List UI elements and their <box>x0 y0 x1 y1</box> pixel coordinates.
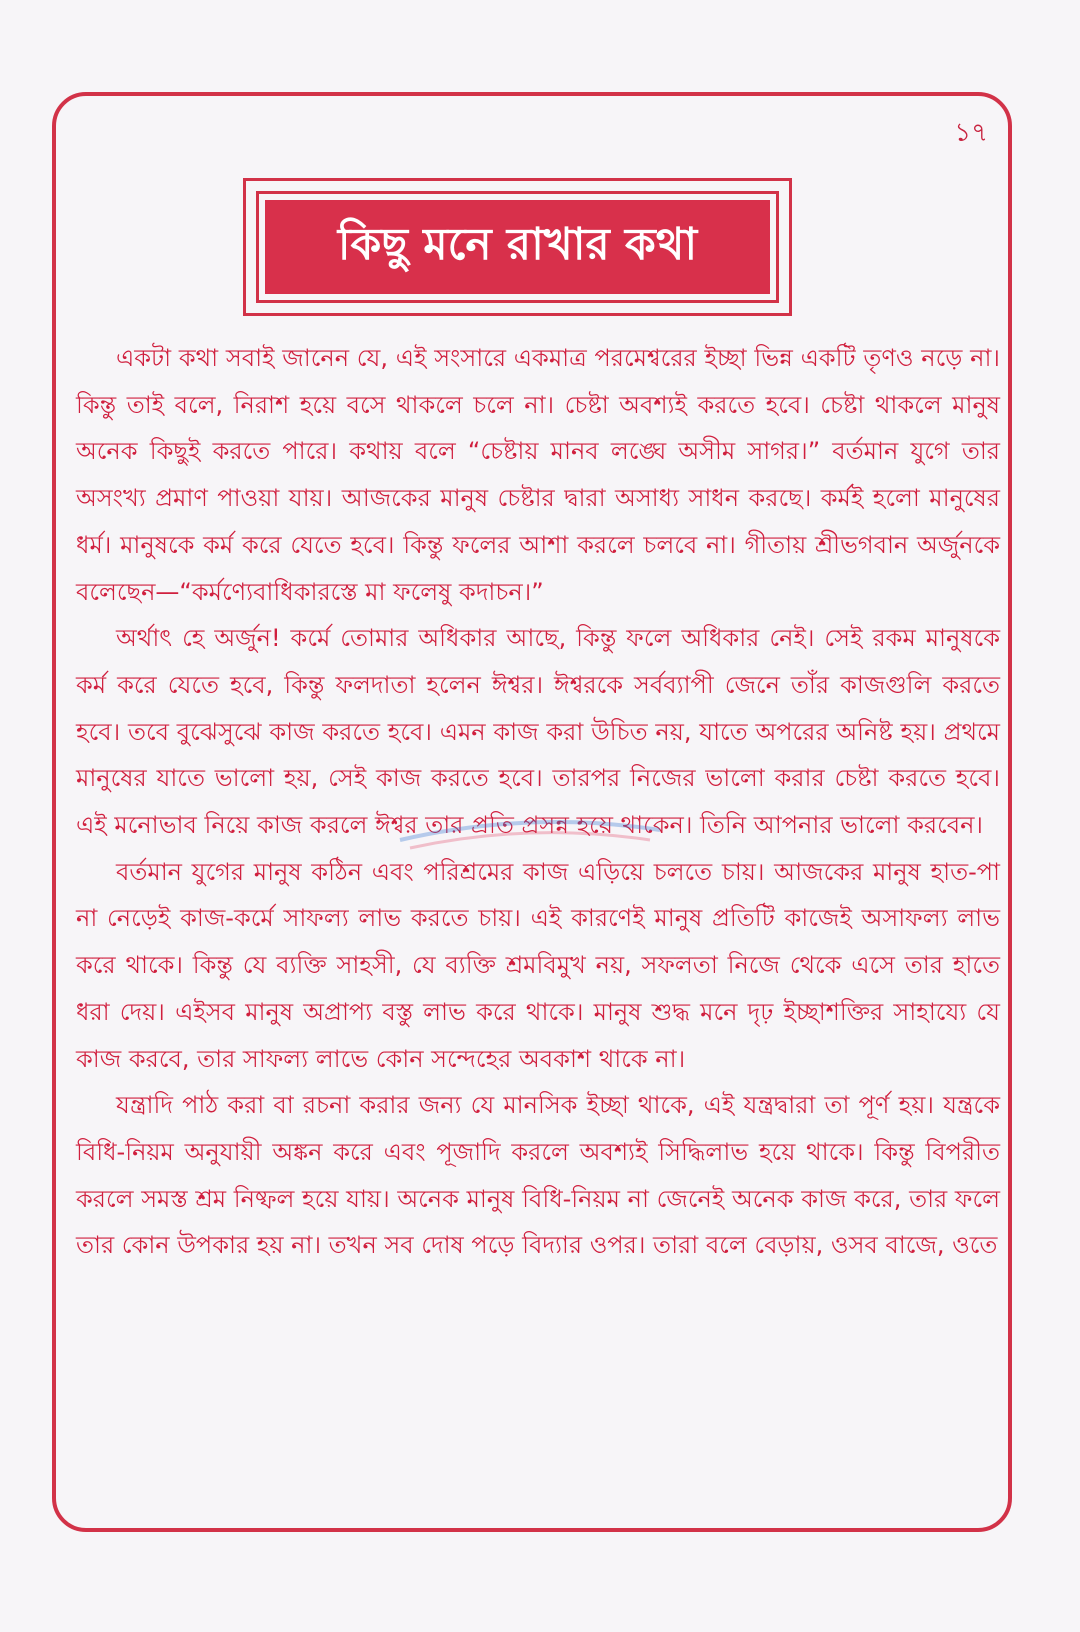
paragraph-4: যন্ত্রাদি পাঠ করা বা রচনা করার জন্য যে মানসিক ইচ্ছা থাকে, এই যন্ত্রদ্বারা তা পূর্ণ হয়। যন্ত্রকে বিধি-নিয়ম অনুযায়ী অঙ্কন করে এবং পূজাদি করলে অবশ্যই সিদ্ধিলাভ হয়ে থাকে। কিন্তু বিপরীত করলে সমস্ত শ্রম নিষ্ফল হয়ে যায়। অনেক মানুষ বিধি-নিয়ম না জেনেই অনেক কাজ করে, তার ফলে তার কোন উপকার হয় না। তখন সব দোষ পড়ে বিদ্যার ওপর। তারা বলে বেড়ায়, ওসব বাজে, ওতে <box>76 1091 1000 1260</box>
title-banner <box>265 200 770 294</box>
title-frame-inner <box>256 191 779 303</box>
paragraph-3: বর্তমান যুগের মানুষ কঠিন এবং পরিশ্রমের কাজ এড়িয়ে চলতে চায়। আজকের মানুষ হাত-পা না নেড়েই কাজ-কর্মে সাফল্য লাভ করতে চায়। এই কারণেই মানুষ প্রতিটি কাজেই অসাফল্য লাভ করে থাকে। কিন্তু যে ব্যক্তি সাহসী, যে ব্যক্তি শ্রমবিমুখ নয়, সফলতা নিজে থেকে এসে তার হাতে ধরা দেয়। এইসব মানুষ অপ্রাপ্য বস্তু লাভ করে থাকে। মানুষ শুদ্ধ মনে দৃঢ় ইচ্ছাশক্তির সাহায্যে যে কাজ করবে, তার সাফল্য লাভে কোন সন্দেহের অবকাশ থাকে না। <box>76 857 1000 1073</box>
paragraph-1: একটা কথা সবাই জানেন যে, এই সংসারে একমাত্র পরমেশ্বরের ইচ্ছা ভিন্ন একটি তৃণও নড়ে না। কিন্তু তাই বলে, নিরাশ হয়ে বসে থাকলে চলে না। চেষ্টা অবশ্যই করতে হবে। চেষ্টা থাকলে মানুষ অনেক কিছুই করতে পারে। কথায় বলে “চেষ্টায় মানব লঙ্ঘে অসীম সাগর।” বর্তমান যুগে তার অসংখ্য প্রমাণ পাওয়া যায়। আজকের মানুষ চেষ্টার দ্বারা অসাধ্য সাধন করছে। কর্মই হলো মানুষের ধর্ম। মানুষকে কর্ম করে যেতে হবে। কিন্তু ফলের আশা করলে চলবে না। গীতায় শ্রীভগবান অর্জুনকে বলেছেন—“কর্মণ্যেবাধিকারস্তে মা ফলেষু কদাচন।” <box>76 344 1000 606</box>
page-number: ১৭ <box>954 118 988 148</box>
watermark-logo-icon <box>380 800 680 860</box>
title-frame-outer <box>243 178 792 316</box>
chapter-title: কিছু মনে রাখার কথা <box>337 218 698 270</box>
paragraph-2: অর্থাৎ হে অর্জুন! কর্মে তোমার অধিকার আছে, কিন্তু ফলে অধিকার নেই। সেই রকম মানুষকে কর্ম করে যেতে হবে, কিন্তু ফলদাতা হলেন ঈশ্বর। ঈশ্বরকে সর্বব্যাপী জেনে তাঁর কাজগুলি করতে হবে। তবে বুঝেসুঝে কাজ করতে হবে। এমন কাজ করা উচিত নয়, যাতে অপরের অনিষ্ট হয়। প্রথমে মানুষের যাতে ভালো হয়, সেই কাজ করতে হবে। তারপর নিজের ভালো করার চেষ্টা করতে হবে। এই মনোভাব নিয়ে কাজ করলে ঈশ্বর তার প্রতি প্রসন্ন হয়ে থাকেন। তিনি আপনার ভালো করবেন। <box>76 624 1000 840</box>
